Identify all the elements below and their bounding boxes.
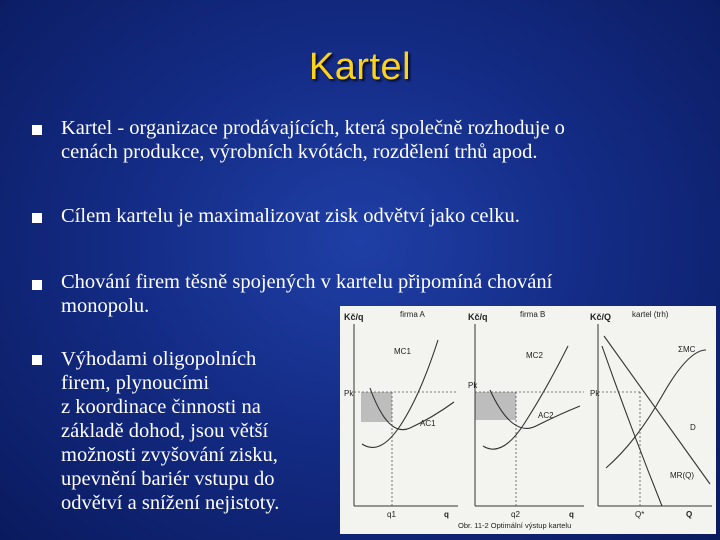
mc-label: MC2 <box>526 351 543 360</box>
panel-title: firma B <box>520 310 546 319</box>
quantity-label: q1 <box>387 510 396 519</box>
bullet-marker <box>32 213 42 223</box>
bullet-line: základě dohod, jsou větší <box>61 420 269 442</box>
panel-title: firma A <box>400 310 425 319</box>
panel-title: kartel (trh) <box>632 310 669 319</box>
profit-area <box>361 392 392 422</box>
ac-label: AC2 <box>538 411 554 420</box>
profit-area <box>475 392 516 420</box>
bullet-line: odvětví a snížení nejistoty. <box>61 492 280 514</box>
demand-label: D <box>690 423 696 432</box>
mr-label: MR(Q) <box>670 471 694 480</box>
panel-cartel <box>590 310 712 519</box>
cartel-diagram-svg <box>340 306 716 534</box>
bullet-marker <box>32 280 42 290</box>
demand-curve <box>604 336 710 484</box>
figure-caption: Obr. 11-2 Optimální výstup kartelu <box>458 521 572 530</box>
bullet-text-1 <box>61 116 701 164</box>
axis-label-y: Kč/q <box>344 312 364 322</box>
bullet-line: možnosti zvyšování zisku, <box>61 444 278 466</box>
bullet-line: cenách produkce, výrobních kvótách, rozdělení trhů apod. <box>61 141 538 163</box>
axis-label-y: Kč/Q <box>590 312 612 322</box>
bullet-line: upevnění bariér vstupu do <box>61 468 275 490</box>
axis-label-x: q <box>444 510 449 519</box>
price-label: Pk <box>344 389 354 398</box>
axis-label-y: Kč/q <box>468 312 488 322</box>
bullet-line: z koordinace činnosti na <box>61 396 261 418</box>
bullet-text-4 <box>61 347 336 515</box>
slide-title: Kartel <box>308 46 412 88</box>
smc-label: ΣMC <box>678 345 696 354</box>
axis-label-x: q <box>569 510 574 519</box>
bullet-line: Cílem kartelu je maximalizovat zisk odvětví jako celku. <box>61 205 520 227</box>
bullet-line: Kartel - organizace prodávajících, která společně rozhoduje o <box>61 117 565 139</box>
bullet-line: Chování firem těsně spojených v kartelu připomíná chování <box>61 271 553 293</box>
quantity-label: q2 <box>511 510 520 519</box>
price-label: Pk <box>468 381 478 390</box>
bullet-line: firem, plynoucími <box>61 372 210 394</box>
bullet-text-2 <box>61 204 701 228</box>
price-label: Pk <box>590 389 600 398</box>
bullet-marker <box>32 355 42 365</box>
cartel-diagram <box>340 306 716 534</box>
quantity-label: Q* <box>635 510 645 519</box>
ac-label: AC1 <box>420 419 436 428</box>
mr-curve <box>602 346 662 506</box>
panel-firm-b <box>468 310 584 519</box>
axis-label-x: Q <box>686 510 693 519</box>
panel-firm-a <box>344 310 458 519</box>
mc-label: MC1 <box>394 347 411 356</box>
bullet-marker <box>32 125 42 135</box>
bullet-line: Výhodami oligopolních <box>61 348 257 370</box>
bullet-line: monopolu. <box>61 295 150 317</box>
